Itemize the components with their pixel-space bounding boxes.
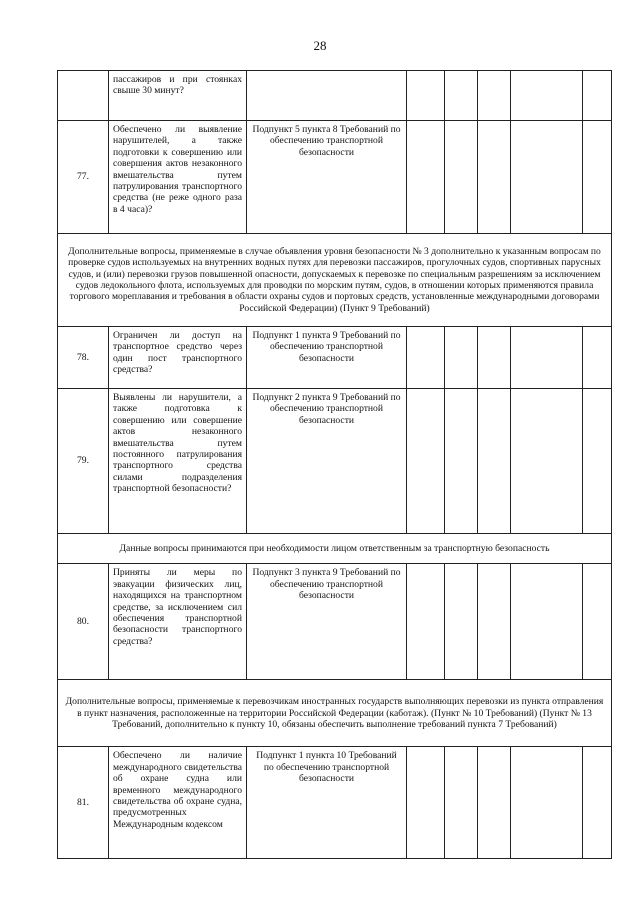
row-number bbox=[58, 71, 109, 121]
answer-cell bbox=[511, 327, 583, 389]
table-row bbox=[58, 121, 612, 234]
table-row bbox=[58, 747, 612, 859]
requirement-reference: Подпункт 1 пункта 9 Требований по обеспечению транспортной безопасности bbox=[247, 327, 407, 389]
question-text: Обеспечено ли наличие международного свидетельства об охране судна или временного международного свидетельства об охране судна, предусмотренных Международным кодексом bbox=[109, 747, 247, 859]
question-text: Обеспечено ли выявление нарушителей, а также подготовки к совершению или совершения актов незаконного вмешательства путем патрулирования транспортного средства (не реже одного раза в 4 часа)? bbox=[109, 121, 247, 234]
section-header-row bbox=[58, 680, 612, 747]
answer-cell bbox=[583, 71, 612, 121]
answer-cell bbox=[445, 564, 478, 680]
answer-cell bbox=[478, 747, 511, 859]
checklist-table bbox=[57, 70, 612, 859]
requirement-reference bbox=[247, 71, 407, 121]
answer-cell bbox=[583, 121, 612, 234]
question-text: пассажиров и при стоянках свыше 30 минут? bbox=[109, 71, 247, 121]
answer-cell bbox=[583, 747, 612, 859]
question-text: Приняты ли меры по эвакуации физических лиц, находящихся на транспортном средстве, за исключением сил обеспечения транспортной безопасности транспортного средства? bbox=[109, 564, 247, 680]
requirement-reference: Подпункт 1 пункта 10 Требований по обеспечению транспортной безопасности bbox=[247, 747, 407, 859]
answer-cell bbox=[445, 389, 478, 534]
section-header-row bbox=[58, 234, 612, 327]
section-header-row bbox=[58, 534, 612, 564]
answer-cell bbox=[511, 564, 583, 680]
answer-cell bbox=[478, 389, 511, 534]
requirement-reference: Подпункт 5 пункта 8 Требований по обеспечению транспортной безопасности bbox=[247, 121, 407, 234]
requirement-reference: Подпункт 3 пункта 9 Требований по обеспечению транспортной безопасности bbox=[247, 564, 407, 680]
table-row bbox=[58, 564, 612, 680]
answer-cell bbox=[407, 564, 445, 680]
section-header: Данные вопросы принимаются при необходимости лицом ответственным за транспортную безопасность bbox=[58, 534, 612, 564]
row-number: 78. bbox=[58, 327, 109, 389]
row-number: 81. bbox=[58, 747, 109, 859]
question-text: Выявлены ли нарушители, а также подготовка к совершению или совершение актов незаконного вмешательства путем постоянного патрулирования транспортного средства силами подразделения транспортной безопасности? bbox=[109, 389, 247, 534]
answer-cell bbox=[478, 327, 511, 389]
answer-cell bbox=[583, 564, 612, 680]
page-number: 28 bbox=[313, 38, 327, 53]
answer-cell bbox=[407, 327, 445, 389]
answer-cell bbox=[511, 71, 583, 121]
table-row bbox=[58, 389, 612, 534]
row-number: 77. bbox=[58, 121, 109, 234]
answer-cell bbox=[583, 389, 612, 534]
answer-cell bbox=[445, 121, 478, 234]
answer-cell bbox=[445, 747, 478, 859]
table-row bbox=[58, 71, 612, 121]
answer-cell bbox=[511, 747, 583, 859]
answer-cell bbox=[407, 747, 445, 859]
answer-cell bbox=[445, 71, 478, 121]
row-number: 80. bbox=[58, 564, 109, 680]
section-header: Дополнительные вопросы, применяемые в случае объявления уровня безопасности № 3 дополнительно к указанным вопросам по проверке судов используемых на внутренних водных путях для перевозки пассажиров, прогулочных судов, спортивных парусных судов, и (или) перевозки грузов повышенной опасности, допускаемых к перевозке по специальным разрешениям за исключением судов ледокольного флота, используемых для проводки по морским путям, судов, в отношении которых применяются правила торгового мореплавания и требования в области охраны судов и портовых средств, установленные международными договорами Российской Федерации) (Пункт 9 Требований) bbox=[58, 234, 612, 327]
question-text: Ограничен ли доступ на транспортное средство через один пост транспортного средства? bbox=[109, 327, 247, 389]
requirement-reference: Подпункт 2 пункта 9 Требований по обеспечению транспортной безопасности bbox=[247, 389, 407, 534]
answer-cell bbox=[583, 327, 612, 389]
answer-cell bbox=[511, 389, 583, 534]
answer-cell bbox=[407, 389, 445, 534]
answer-cell bbox=[478, 121, 511, 234]
answer-cell bbox=[407, 71, 445, 121]
answer-cell bbox=[478, 564, 511, 680]
row-number: 79. bbox=[58, 389, 109, 534]
answer-cell bbox=[407, 121, 445, 234]
table-row bbox=[58, 327, 612, 389]
section-header: Дополнительные вопросы, применяемые к перевозчикам иностранных государств выполняющих перевозки из пункта отправления в пункт назначения, расположенные на территории Российской Федерации (каботаж). (Пункт № 10 Требований) (Пункт № 13 Требований, дополнительно к пункту 10, обязаны обеспечить выполнение требований пункта 7 Требований) bbox=[58, 680, 612, 747]
answer-cell bbox=[478, 71, 511, 121]
answer-cell bbox=[445, 327, 478, 389]
answer-cell bbox=[511, 121, 583, 234]
